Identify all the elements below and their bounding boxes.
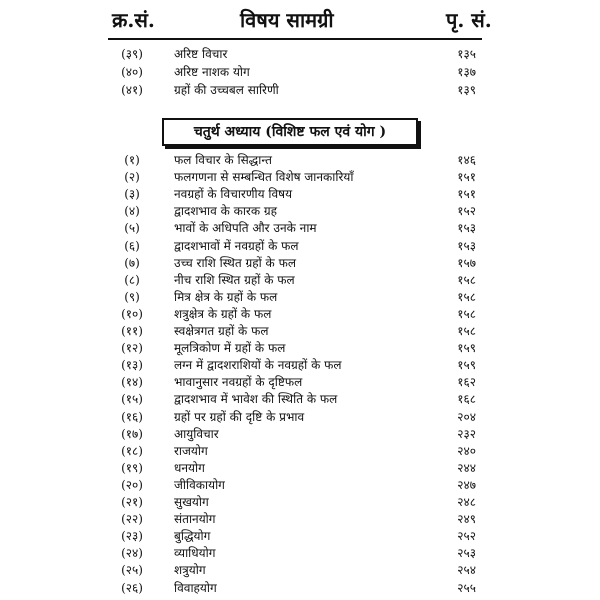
toc-number: (१२) — [121, 341, 143, 356]
toc-number: (२६) — [121, 580, 143, 595]
toc-row — [0, 82, 600, 99]
toc-row — [0, 443, 600, 460]
toc-row — [0, 580, 600, 597]
toc-row — [0, 511, 600, 528]
toc-title: आयुविचार — [174, 426, 219, 441]
toc-page: २४४ — [457, 460, 476, 475]
toc-row — [0, 186, 600, 203]
toc-row — [0, 374, 600, 391]
toc-row — [0, 255, 600, 272]
toc-row — [0, 409, 600, 426]
toc-title: राजयोग — [174, 443, 208, 458]
toc-row — [0, 460, 600, 477]
toc-title: ग्रहों की उच्चबल सारिणी — [174, 83, 279, 97]
toc-number: (६) — [124, 238, 140, 253]
toc-page: २५२ — [457, 529, 476, 544]
toc-page: १५८ — [457, 272, 476, 287]
toc-title: मूलत्रिकोण में ग्रहों के फल — [174, 341, 286, 356]
toc-title: फलगणना से सम्बन्धित विशेष जानकारियाँ — [174, 170, 354, 185]
toc-page: २४९ — [457, 512, 476, 527]
toc-title: उच्च राशि स्थित ग्रहों के फल — [174, 255, 296, 270]
toc-title: फल विचार के सिद्धान्त — [174, 153, 272, 167]
toc-number: (४०) — [121, 65, 143, 79]
toc-page: १५२ — [457, 204, 476, 219]
toc-page: १५९ — [457, 341, 476, 356]
toc-title: अरिष्ट विचार — [174, 47, 228, 61]
toc-number: (२) — [124, 170, 140, 185]
toc-page: २५५ — [457, 580, 476, 595]
toc-row — [0, 306, 600, 323]
toc-title: संतानयोग — [174, 512, 216, 527]
toc-row — [0, 477, 600, 494]
toc-page: १५८ — [457, 324, 476, 338]
toc-number: (१४) — [121, 375, 143, 390]
toc-number: (३) — [124, 187, 140, 202]
toc-number: (१०) — [121, 306, 143, 321]
toc-page: २४८ — [457, 495, 476, 509]
toc-page: २०४ — [457, 409, 476, 424]
toc-page: १६२ — [457, 375, 476, 390]
toc-row — [0, 426, 600, 443]
toc-page: १५८ — [457, 306, 476, 321]
toc-number: (२०) — [121, 477, 143, 492]
toc-row — [0, 272, 600, 289]
toc-number: (२१) — [121, 495, 143, 509]
toc-title: शत्रुयोग — [174, 563, 206, 578]
toc-title: स्वक्षेत्रगत ग्रहों के फल — [174, 324, 269, 338]
toc-number: (९) — [124, 289, 140, 304]
toc-number: (१६) — [121, 409, 143, 424]
toc-page: १५३ — [457, 238, 476, 253]
toc-number: (२२) — [121, 512, 143, 527]
toc-page: १५१ — [457, 170, 476, 185]
toc-number: (३९) — [121, 47, 143, 61]
toc-title: द्वादशभाव के कारक ग्रह — [174, 204, 278, 219]
toc-page: १५९ — [457, 358, 476, 373]
toc-row — [0, 152, 600, 169]
toc-number: (२५) — [121, 563, 143, 578]
toc-number: (४१) — [121, 83, 143, 97]
toc-row — [0, 46, 600, 63]
toc-title: द्वादशभावों में नवग्रहों के फल — [174, 238, 299, 253]
toc-page: १४६ — [457, 153, 476, 167]
toc-number: (१) — [124, 153, 140, 167]
toc-row — [0, 494, 600, 511]
toc-title: जीविकायोग — [174, 477, 225, 492]
toc-row — [0, 562, 600, 579]
toc-page: २४० — [457, 443, 476, 458]
toc-row — [0, 545, 600, 562]
toc-title: भावानुसार नवग्रहों के दृष्टिफल — [174, 375, 303, 390]
toc-number: (१९) — [121, 460, 143, 475]
toc-row — [0, 323, 600, 340]
toc-number: (१८) — [121, 443, 143, 458]
toc-title: लग्न में द्वादशराशियों के नवग्रहों के फल — [174, 358, 342, 373]
toc-title: नीच राशि स्थित ग्रहों के फल — [174, 272, 295, 287]
toc-title: भावों के अधिपति और उनके नाम — [174, 221, 317, 236]
toc-number: (७) — [124, 255, 140, 270]
toc-number: (१३) — [121, 358, 143, 373]
toc-row — [0, 238, 600, 255]
toc-page: २५३ — [457, 546, 476, 561]
toc-row — [0, 169, 600, 186]
toc-title: द्वादशभाव में भावेश की स्थिति के फल — [174, 392, 338, 407]
toc-row — [0, 220, 600, 237]
toc-number: (८) — [124, 272, 140, 287]
header-subject: विषय सामग्री — [240, 8, 334, 32]
header-rule — [108, 38, 482, 40]
toc-page: २५४ — [457, 563, 476, 578]
toc-page: १३५ — [457, 47, 476, 61]
toc-title: मित्र क्षेत्र के ग्रहों के फल — [174, 289, 278, 304]
toc-row — [0, 64, 600, 81]
toc-row — [0, 203, 600, 220]
toc-page: २४७ — [457, 477, 476, 492]
toc-title: अरिष्ट नाशक योग — [174, 65, 250, 79]
toc-page: १३९ — [457, 83, 476, 97]
chapter-heading: चतुर्थ अध्याय (विशिष्ट फल एवं योग ) — [162, 118, 418, 146]
toc-page: १५७ — [457, 255, 476, 270]
toc-page: १३७ — [457, 65, 476, 79]
toc-row — [0, 340, 600, 357]
toc-page: १५३ — [457, 221, 476, 236]
toc-row — [0, 357, 600, 374]
toc-title: ग्रहों पर ग्रहों की दृष्टि के प्रभाव — [174, 409, 305, 424]
toc-number: (५) — [124, 221, 140, 236]
toc-number: (२४) — [121, 546, 143, 561]
toc-title: व्याधियोग — [174, 546, 216, 561]
toc-title: नवग्रहों के विचारणीय विषय — [174, 187, 293, 202]
toc-page: २३२ — [457, 426, 476, 441]
toc-title: बुद्धियोग — [174, 529, 211, 544]
header-page: पृ. सं. — [446, 8, 492, 32]
toc-number: (२३) — [121, 529, 143, 544]
toc-title: सुखयोग — [174, 495, 209, 509]
toc-number: (११) — [121, 324, 143, 338]
toc-title: धनयोग — [174, 460, 205, 475]
toc-title: विवाहयोग — [174, 580, 217, 595]
toc-title: शत्रुक्षेत्र के ग्रहों के फल — [174, 306, 272, 321]
toc-row — [0, 391, 600, 408]
toc-number: (१५) — [121, 392, 143, 407]
toc-row — [0, 528, 600, 545]
toc-number: (४) — [124, 204, 140, 219]
header-serial: क्र.सं. — [112, 8, 155, 32]
toc-page: १५८ — [457, 289, 476, 304]
toc-page: १५१ — [457, 187, 476, 202]
toc-row — [0, 289, 600, 306]
toc-page: १६८ — [457, 392, 476, 407]
toc-number: (१७) — [121, 426, 143, 441]
